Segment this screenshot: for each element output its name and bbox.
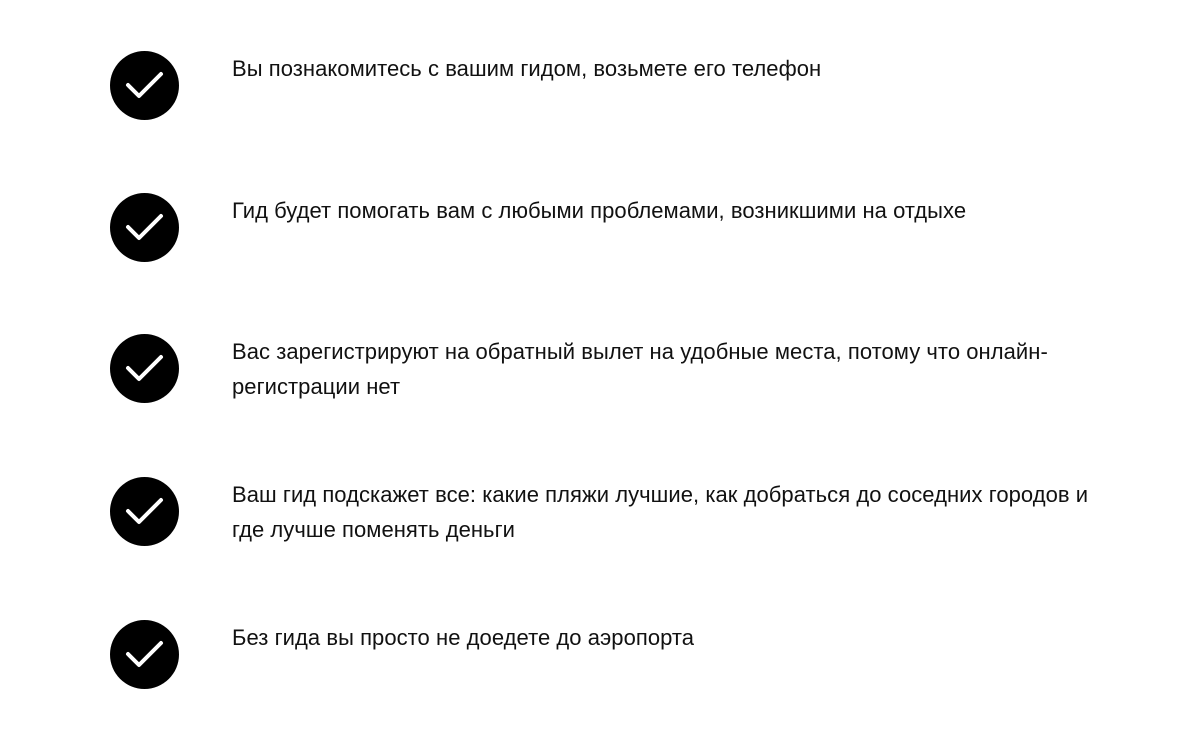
- checkmark-icon: [110, 477, 179, 546]
- benefit-item: [110, 334, 1110, 414]
- checkmark-icon: [110, 51, 179, 120]
- benefit-text: Ваш гид подскажет все: какие пляжи лучшие, как добраться до соседних городов и где лучше поменять деньги: [232, 482, 1089, 542]
- benefit-text: Вы познакомитесь с вашим гидом, возьмете его телефон: [232, 56, 822, 81]
- checkmark-icon: [110, 620, 179, 689]
- benefit-text: Гид будет помогать вам с любыми проблемами, возникшими на отдыхе: [232, 198, 967, 223]
- checkmark-icon: [110, 193, 179, 262]
- benefit-item: [110, 51, 1110, 131]
- benefit-item: [110, 620, 1110, 700]
- checkmark-icon: [110, 334, 179, 403]
- benefit-text: Вас зарегистрируют на обратный вылет на удобные места, потому что онлайн-регистрации нет: [232, 339, 1048, 399]
- benefit-item: [110, 477, 1110, 557]
- benefit-text: Без гида вы просто не доедете до аэропорта: [232, 625, 695, 650]
- benefit-item: [110, 193, 1110, 273]
